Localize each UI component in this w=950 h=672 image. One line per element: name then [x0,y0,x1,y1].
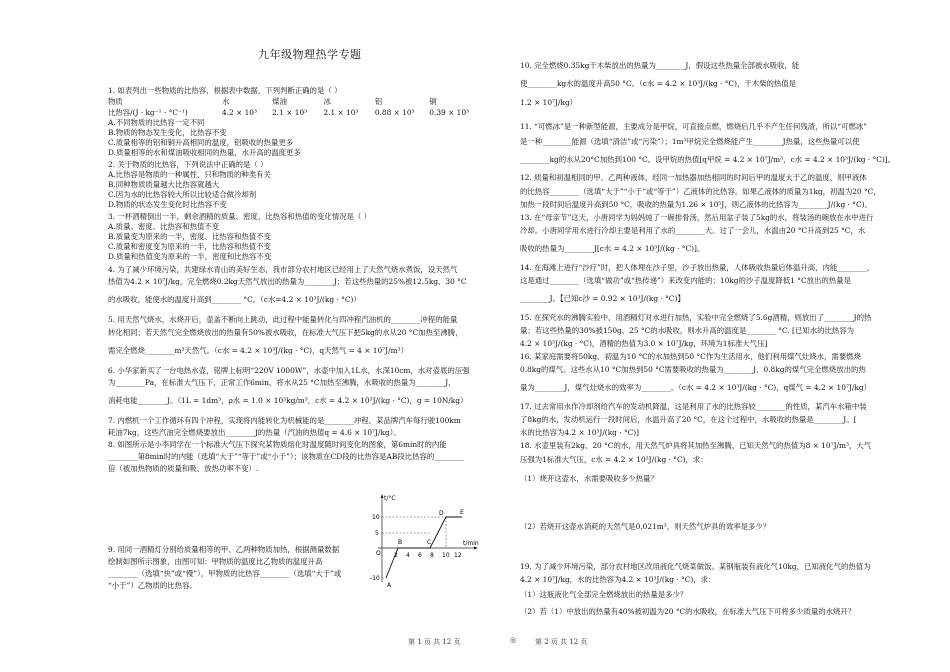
y-tick: 5 [375,530,379,537]
q11-line: ________kg的水从20°C加热到100 °C。设甲烷的热值[q甲烷 = 4.2 × 10⁷J/m³，c水 = 4.2 × 10³J/(kg · °C)]。 [520,155,896,164]
page-title: 九年级物理热学专题 [258,48,362,61]
q9-line: “小于”）乙物质的比热容。 [108,581,197,590]
table-cell: 2.1 × 10³ [323,108,359,117]
q16-line: 0.8kg的煤气。这些水从10 °C加热到50 °C需要吸收的热量为________J，0.8kg的煤气完全燃烧放出的热 [520,365,866,374]
q17-line: 水的比热容为4.2 × 10³J/(kg · °C)] [520,428,640,437]
q19-line: 19. 为了减少环境污染，部分农村地区改用液化气烧菜做饭。某钢瓶装有液化气10kg，已知液化气的热值为 [520,562,871,571]
q10-line: 使________kg水的温度升高50 °C。（c水 = 4.2 × 10³J/(kg · °C)，干木柴的热值是 [520,79,797,88]
q12-line: 的比热容________（选填“大于”“小于”或“等于”）乙液体的比热容。如果乙液体的质量为1kg，初温为20 °C， [520,187,881,196]
q13-line: 吸收的热量为________J[c水 = 4.2 × 10³J/(kg · °C)]。 [520,244,705,253]
q16-line: 16. 某家庭需要将50kg、初温为10 °C的水加热到50 °C作为生活用水，他们利用煤气灶烧水，需要燃烧 [520,352,861,361]
q12-line: 加热一段时间后温度升高到50 °C，吸收的热量为1.26 × 10⁵J，则乙液体的比热容为________J/(kg · °C)。 [520,200,872,209]
q16-line: 量为________J，煤气灶烧水的效率为________。（c水 = 4.2 × 10³J/(kg · °C)，q煤气 = 4.2 × 10⁷J/kg） [520,383,871,392]
q13-line: 冷却。小唐同学用水进行冷却主要是利用了水的________大。过了一会儿，水温由20 °C升高到25 °C，水 [520,226,866,235]
q14-line: 这是通过________（选填“做功”或“热传递”）来改变内能的；10kg的沙子温度降低1 °C放出的热量是 [520,276,851,285]
q1-stem: 1. 如表列出一些物质的比热容，根据表中数据，下列判断正确的是（ ） [108,86,342,95]
table-header-cell: 铝 [374,97,383,106]
q5-line: 需完全燃烧________m³天然气。（c水 = 4.2 × 10³J/(kg · °C)，q天然气 = 4 × 10⁷J/m³） [108,346,408,355]
y-tick: 10 [372,514,380,521]
q11-line: 是一种________能源（选填“清洁”或“污染”）；1m³甲烷完全燃烧能产生________J热量，这些热量可以使 [520,137,860,146]
q7-line: 7. 内燃机一个工作循环有四个冲程，实现将内能转化为机械能的是________冲程。某品牌汽车每行驶100km [108,416,461,425]
q4-line: 热值为4.2 × 10⁷J/kg，完全燃烧0.2kg天然气放出的热量为________J；若这些热量的25%被12.5kg、30 °C [108,277,467,286]
q4-line: 的水吸收，能使水的温度升高到________ °C。（c水=4.2 × 10³J/(kg · °C)） [108,295,361,304]
melting-graph [370,492,482,590]
q14-line: 14. 在海滩上进行“沙疗”时，把人体埋在沙子里，沙子放出热量，人体吸收热量后体温升高，内能________， [520,263,875,272]
q15-line: 15. 在探究水的沸腾实验中，用酒精灯对水进行加热，实验中完全燃烧了5.6g酒精，则放出了________J的热 [520,313,872,322]
table-cell: 0.88 × 10³ [374,108,415,117]
q19-subquestion: （2）若（1）中放出的热量有40%被初温为20 °C的水吸收，在标准大气压下可将多少质量的水烧开？ [520,607,856,616]
point-label: B [398,539,403,546]
page-footer: 第 2 页 共 12 页 [535,638,588,646]
table-header-cell: 煤油 [272,97,287,106]
q1-option: C.质量相等的铝和铜升高相同的温度，铝吸收的热量更多 [108,138,294,147]
table-cell: 4.2 × 10³ [221,108,257,117]
center-mark: ◎ [510,636,517,644]
table-header-cell: 铜 [429,97,437,106]
q3-stem: 3. 一杯酒精倒出一半，剩余酒精的质量、密度、比热容和热值的变化情况是（ ） [108,212,372,221]
q6-line: 为________Pa，在标准大气压下，正常工作6min，将水从25 °C加热至沸腾，水吸收的热量为________J， [108,378,456,387]
q8-line: 倍（被加热物质的质量和吸、放热功率不变）. [108,464,259,473]
q17-line: 17. 过去常用水作冷却剂给汽车的发动机降温，这是利用了水的比热容较________的性质，某汽车水箱中装 [520,402,867,411]
q18-subquestion: （2）若烧开这壶水消耗的天然气是0.021m³，则天然气炉具的效率是多少？ [520,522,771,531]
x-tick: 6 [418,552,422,559]
point-label: D [439,510,444,517]
q15-line: 量；若这些热量的30%被150g、25 °C的水吸收，则水升高的温度是________ °C. [已知水的比热容为 [520,326,855,335]
x-tick: 10 [442,552,450,559]
point-label: C [427,539,432,546]
y-tick: -10 [370,575,380,582]
q17-line: 了8kg的水，发动机运行一段时间后，水温升高了20 °C，在这个过程中，水吸收的热量是________J。[ [520,415,857,424]
q19-subquestion: （1）这瓶液化气全部完全燃烧放出的热量是多少？ [520,590,688,599]
x-axis-label: t/min [463,540,479,547]
table-header-row [108,96,475,107]
q14-line: ________J。【已知c沙 = 0.92 × 10³J/(kg · °C)】 [520,294,685,303]
q18-line: 18. 水壶里装有2kg、20 °C的水，用天然气炉具将其加热至沸腾，已知天然气的热值为8 × 10⁷J/m³，大气 [520,441,872,450]
q3-option: B.质量变为原来的一半，密度、比热容和热值不变 [108,232,271,241]
q10-line: 1.2 × 10⁷J/kg） [520,98,578,107]
q9-line: 绘制如图所示图象，由图可知：甲物质的温度比乙物质的温度升高 [108,557,323,566]
q6-line: 6. 小华家新买了一台电热水壶，铭牌上标明“220V 1000W”，水壶中加入1L水，水深10cm，水对壶底的压强 [108,366,470,375]
table-header-cell: 物质 [108,97,123,106]
table-header-cell: 水 [221,97,230,106]
table-cell: 比热容/(J · kg⁻¹ · °C⁻¹) [108,108,188,117]
q3-option: C.质量和密度变为原来的一半，比热容和热值不变 [108,242,271,251]
q3-option: D.质量和热值变为原来的一半，密度和比热容不变 [108,252,272,261]
q1-option: D.质量相等的水和煤油吸收相同的热量，水升高的温度更多 [108,148,301,157]
q2-option: D.物质的状态发生变化时比热容不变 [108,200,227,209]
q13-line: 13. 在“母亲节”这天，小唐同学为妈妈炖了一碗排骨汤，然后用盆子装了5kg的水，将装汤的碗放在水中进行 [520,213,874,222]
q1-option: B.物质的物态发生变化，比热容不变 [108,128,227,137]
q15-line: 4.2 × 10³J/(kg · °C)，酒精的热值为3.0 × 10⁷J/kg，环境为1标准大气压] [520,339,768,348]
q9-line: ________（选填“快”或“慢”），甲物质的比热容________（选填“大于”或 [108,569,342,578]
table-cell: 0.39 × 10³ [429,108,469,117]
right-page [475,0,950,672]
q18-line: 压强为1标准大气压，c水 = 4.2 × 10³J/(kg · °C)，求： [520,455,708,464]
q5-line: 5. 用天然气烧水，水烧开后，壶盖不断向上跳动，此过程中能量转化与四冲程汽油机的________冲程的能量 [108,315,458,324]
q10-line: 10. 完全燃烧0.35kg干木柴放出的热量为________J，假设这些热量全部被水吸收，能 [520,61,800,70]
point-label: E [460,509,464,516]
temperature-curve [386,517,462,578]
q6-line: 消耗电能________J。（1L = 1dm³，ρ水 = 1.0 × 10³kg/m³，c水 = 4.2 × 10³J/(kg · °C)，g = 10N/kg） [108,396,468,405]
q4-line: 4. 为了减少环境污染，共建绿水青山的美好生态，我市部分农村地区已经用上了天然气烧水煮饭，设天然气 [108,265,458,274]
x-tick: 8 [430,552,434,559]
q12-line: 12. 质量和初温相同的甲、乙两种液体，经同一加热器加热相同的时间后甲的温度大于乙的温度，则甲液体 [520,173,867,182]
point-label: A [387,582,392,589]
q2-stem: 2. 关于物质的比热容，下列说法中正确的是（ ） [108,160,268,169]
q2-option: C.因为水的比热容较大所以比较适合做冷却剂 [108,190,257,199]
q8-line: ________第8min时的内能（选填“大于”“等于”或“小于”）；该物质在CD段的比热容是AB段比热容的________ [108,452,464,461]
q5-line: 转化相同；若天然气完全燃烧放出的热量有50%被水吸收，在标准大气压下把5kg的水从20 °C加热至沸腾， [108,328,463,337]
y-axis-label: t/°C [384,495,396,502]
q11-line: 11. “可燃冰”是一种新型能源，主要成分是甲烷，可直接点燃，燃烧后几乎不产生任何残渣，所以“可燃冰” [520,122,868,131]
table-header-cell: 冰 [323,97,331,106]
q1-option: A.不同物质的比热容一定不同 [108,118,205,127]
q7-line: 耗油7kg，这些汽油完全燃烧要放出________J的热量（汽油的热值q = 4.6 × 10⁷J/kg）。 [108,428,401,437]
q8-line: 8. 如图所示是小李同学在一个标准大气压下探究某物质熔化时温度随时间变化的图象，第6min时的内能 [108,440,447,449]
page-footer: 第 1 页 共 12 页 [408,638,461,646]
q18-subquestion: （1）烧开这壶水，水需要吸收多少热量？ [520,474,658,483]
q2-option: A.比热容是物质的一种属性，只和物质的种类有关 [108,170,271,179]
origin-label: O [376,550,381,557]
q2-option: B.同种物质质量越大比热容就越大 [108,180,220,189]
x-tick: 2 [394,552,398,559]
table-row [108,107,475,118]
q19-line: 4.2 × 10⁷J/kg，水的比热容为4.2 × 10³J/(kg · °C)，求： [520,575,716,584]
specific-heat-table [108,96,475,118]
x-tick: 4 [406,552,410,559]
table-cell: 2.1 × 10³ [272,108,308,117]
q9-line: 9. 用同一酒精灯分别给质量相等的甲、乙两种物质加热，根据测量数据 [108,545,340,554]
x-tick: 12 [454,552,462,559]
q3-option: A.质量、密度、比热容和热值不变 [108,222,220,231]
